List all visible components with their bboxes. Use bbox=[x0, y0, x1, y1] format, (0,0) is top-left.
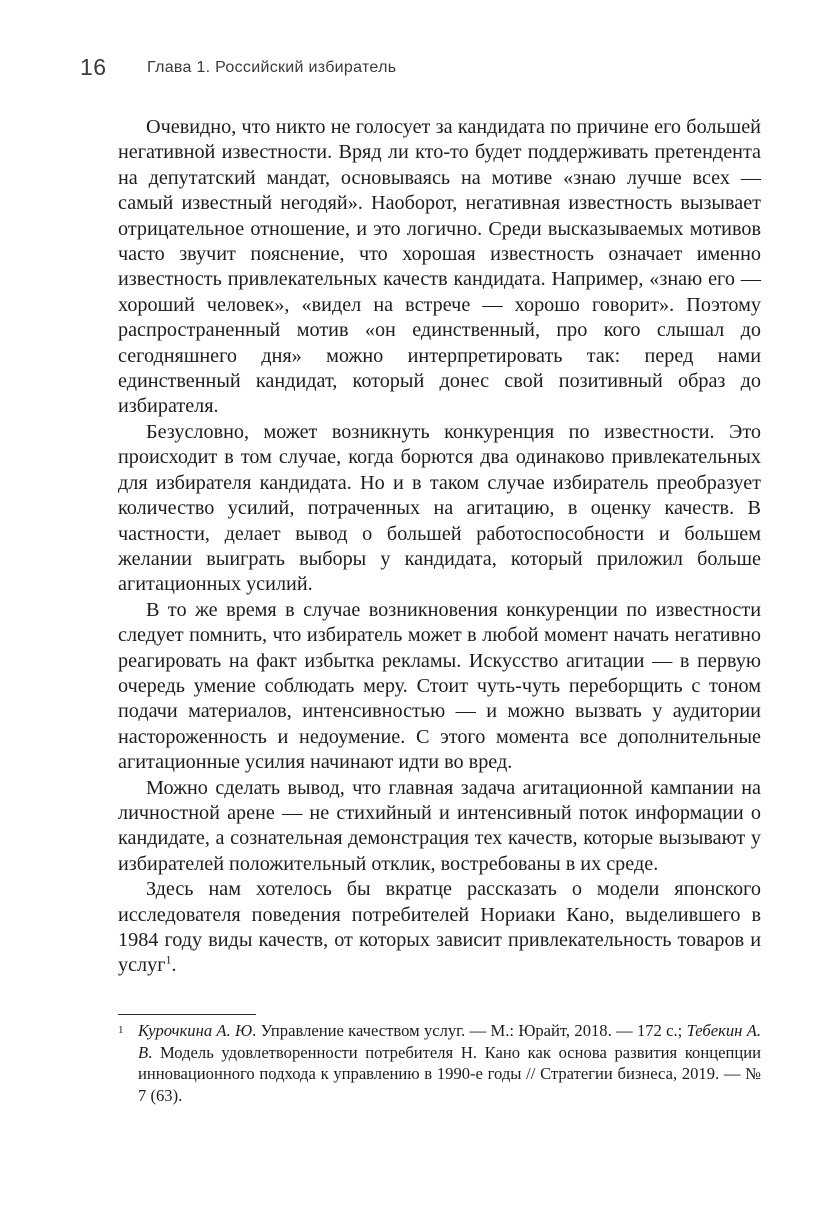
paragraph-text: Здесь нам хотелось бы вкратце рассказать о модели японского исследователя поведения потребителей Нориаки Кано, выделившего в 1984 году виды качеств, от которых зависит привлекательность товаров и услуг bbox=[118, 878, 761, 977]
paragraph: Безусловно, может возникнуть конкуренция по известности. Это происходит в том случае, когда борются два одинаково привлекательных для избирателя кандидата. Но и в таком случае избиратель преобразует количество усилий, потраченных на агитацию, в оценку качеств. В частности, делает вывод о большей работоспособности и большем желании выиграть выборы у кандидата, который приложил больше агитационных усилий. bbox=[118, 420, 761, 596]
page-number: 16 bbox=[80, 54, 107, 80]
footnote-text: . Управление качеством услуг. — М.: Юрайт, 2018. — 172 с.; bbox=[252, 1021, 687, 1040]
body-text bbox=[118, 115, 761, 979]
paragraph: В то же время в случае возникновения конкуренции по известности следует помнить, что избиратель может в любой момент начать негативно реагировать на факт избытка рекламы. Искусство агитации — в первую очередь умение соблюдать меру. Стоит чуть-чуть переборщить с тоном подачи материалов, интенсивностью — и можно вызвать у аудитории настороженность и недоумение. С этого момента все дополнительные агитационные усилия начинают идти во вред. bbox=[118, 598, 761, 774]
running-head bbox=[80, 54, 760, 88]
footnote-marker: 1 bbox=[118, 1024, 124, 1036]
footnote-text: . Модель удовлетворенности потребителя Н. Кано как основа развития концепции инновационного подхода к управлению в 1990-е годы // Стратегии бизнеса, 2019. — № 7 (63). bbox=[138, 1042, 761, 1105]
footnote-author: Курочкина А. Ю bbox=[138, 1021, 253, 1040]
footnote-author: Тебекин А. В bbox=[138, 1021, 761, 1062]
footnote-divider bbox=[118, 1014, 256, 1015]
paragraph: Очевидно, что никто не голосует за кандидата по причине его большей негативной известности. Вряд ли кто-то будет поддерживать претендента на депутатский мандат, основываясь на мотиве «знаю лучше всех — самый известный негодяй». Наоборот, негативная известность вызывает отрицательное отношение, и это логично. Среди высказываемых мотивов часто звучит пояснение, что хорошая известность означает именно известность привлекательных качеств кандидата. Например, «знаю его — хороший человек», «видел на встрече — хорошо говорит». Поэтому распространенный мотив «он единственный, про кого слышал до сегодняшнего дня» можно интерпретировать так: перед нами единственный кандидат, который донес свой позитивный образ до избирателя. bbox=[118, 116, 761, 418]
footnote bbox=[118, 1020, 761, 1106]
footnote-reference[interactable]: 1 bbox=[165, 952, 172, 967]
chapter-title: Глава 1. Российский избиратель bbox=[147, 59, 397, 76]
paragraph-with-footnote: Здесь нам хотелось бы вкратце рассказать о модели японского исследователя поведения потребителей Нориаки Кано, выделившего в 1984 году виды качеств, от которых зависит привлекательность товаров и услуг$^1$. bbox=[118, 878, 761, 977]
paragraph: Можно сделать вывод, что главная задача агитационной кампании на личностной арене — не стихийный и интенсивный поток информации о кандидате, а сознательная демонстрация тех качеств, которые вызывают у избирателей положительный отклик, востребованы в их среде. bbox=[118, 776, 761, 875]
